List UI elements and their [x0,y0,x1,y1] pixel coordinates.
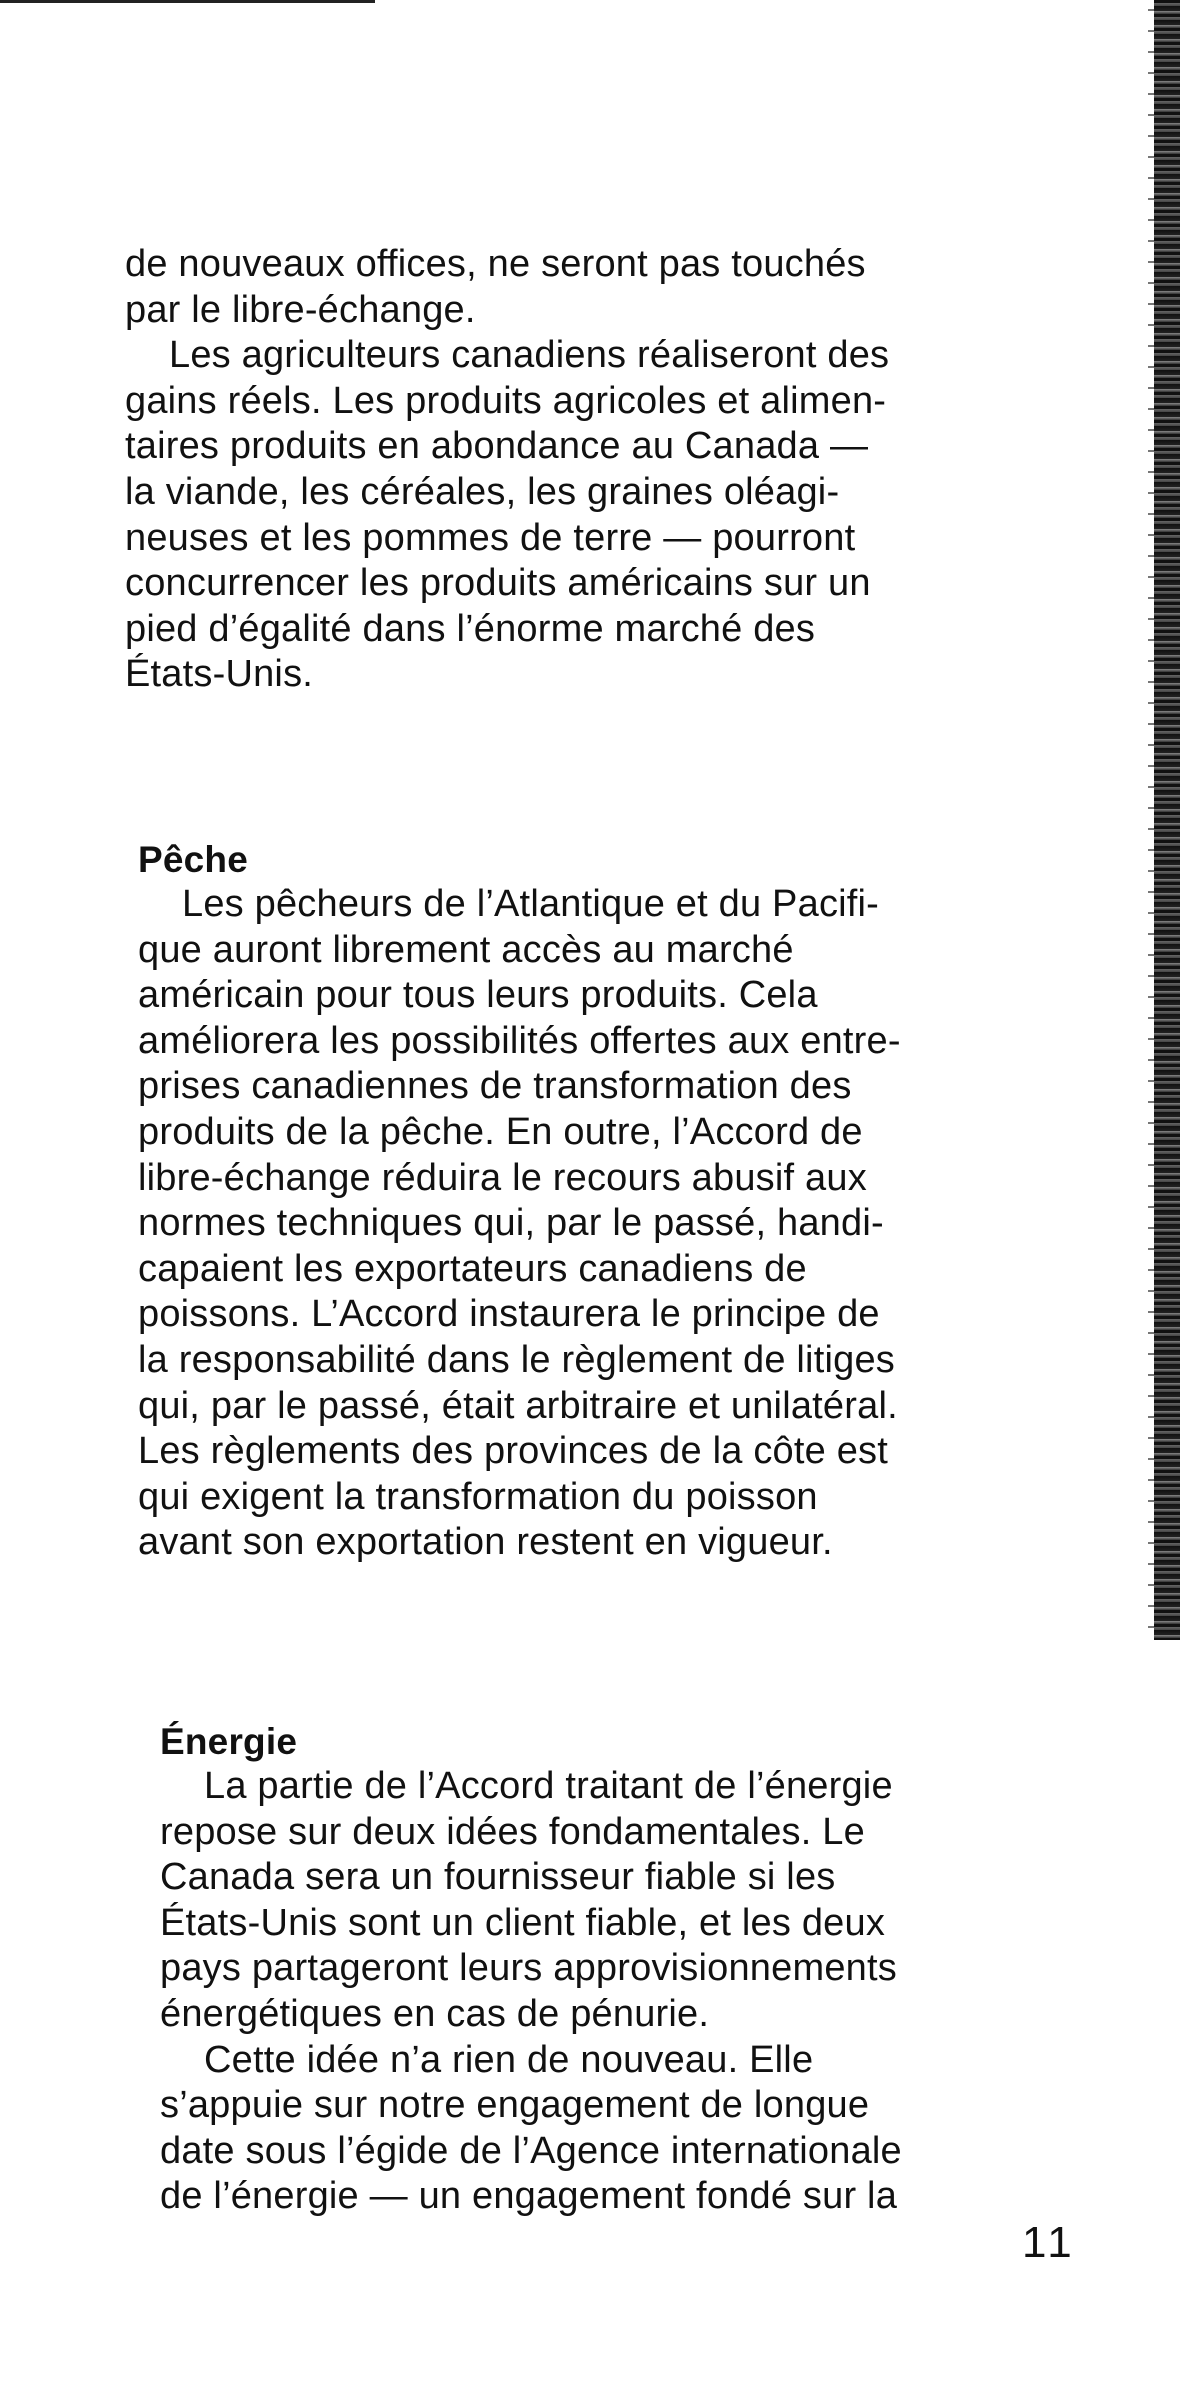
text-line: produits de la pêche. En outre, l’Accord de [138,1110,863,1153]
text-line: neuses et les pommes de terre — pourront [125,516,856,559]
text-line: que auront librement accès au marché [138,928,794,971]
text-line: pied d’égalité dans l’énorme marché des [125,607,816,650]
text-line: qui, par le passé, était arbitraire et unilatéral. [138,1384,898,1427]
text-line: avant son exportation restent en vigueur. [138,1521,833,1564]
agriculture-paragraphs [125,242,975,698]
text-line: poissons. L’Accord instaurera le principe de [138,1293,880,1336]
text-line: la viande, les céréales, les graines oléagi- [125,470,840,513]
text-line: la responsabilité dans le règlement de litiges [138,1338,895,1381]
text-line: États-Unis sont un client fiable, et les deux [160,1901,886,1944]
text-line: Canada sera un fournisseur fiable si les [160,1856,836,1899]
text-line: date sous l’égide de l’Agence internationale [160,2129,902,2172]
top-rule [0,0,375,3]
text-line: de nouveaux offices, ne seront pas touchés [125,243,866,285]
text-line: libre-échange réduira le recours abusif aux [138,1156,867,1199]
text-line: de l’énergie — un engagement fondé sur la [160,2175,898,2218]
text-line: par le libre-échange. [125,288,476,331]
section-energie [160,1720,1010,2220]
scan-edge-strip [1154,0,1180,1640]
text-line: énergétiques en cas de pénurie. [160,1992,710,2035]
text-line: prises canadiennes de transformation des [138,1065,852,1108]
page-number: 11 [1022,2218,1076,2267]
section-heading-energie: Énergie [160,1721,298,1762]
section-peche [138,838,988,1566]
text-line: La partie de l’Accord traitant de l’énergie [204,1765,893,1807]
text-line: Les règlements des provinces de la côte est [138,1430,889,1473]
text-line: qui exigent la transformation du poisson [138,1475,818,1518]
text-line: concurrencer les produits américains sur un [125,562,871,605]
text-line: américain pour tous leurs produits. Cela [138,974,818,1017]
text-line: gains réels. Les produits agricoles et alimen- [125,379,887,422]
text-line: s’appuie sur notre engagement de longue [160,2084,870,2127]
text-line: normes techniques qui, par le passé, handi- [138,1202,884,1245]
text-line: Cette idée n’a rien de nouveau. Elle [204,2038,814,2081]
text-line: pays partageront leurs approvisionnements [160,1947,897,1990]
text-line: taires produits en abondance au Canada — [125,425,869,468]
text-line: Les pêcheurs de l’Atlantique et du Pacifi- [182,883,880,925]
text-line: repose sur deux idées fondamentales. Le [160,1810,865,1853]
text-line: États-Unis. [125,653,314,696]
text-line: capaient les exportateurs canadiens de [138,1247,807,1290]
text-line: améliorera les possibilités offertes aux entre- [138,1019,901,1062]
scan-edge-speckle [1148,0,1154,1640]
section-heading-peche: Pêche [138,839,249,880]
text-line: Les agriculteurs canadiens réaliseront des [169,334,890,377]
